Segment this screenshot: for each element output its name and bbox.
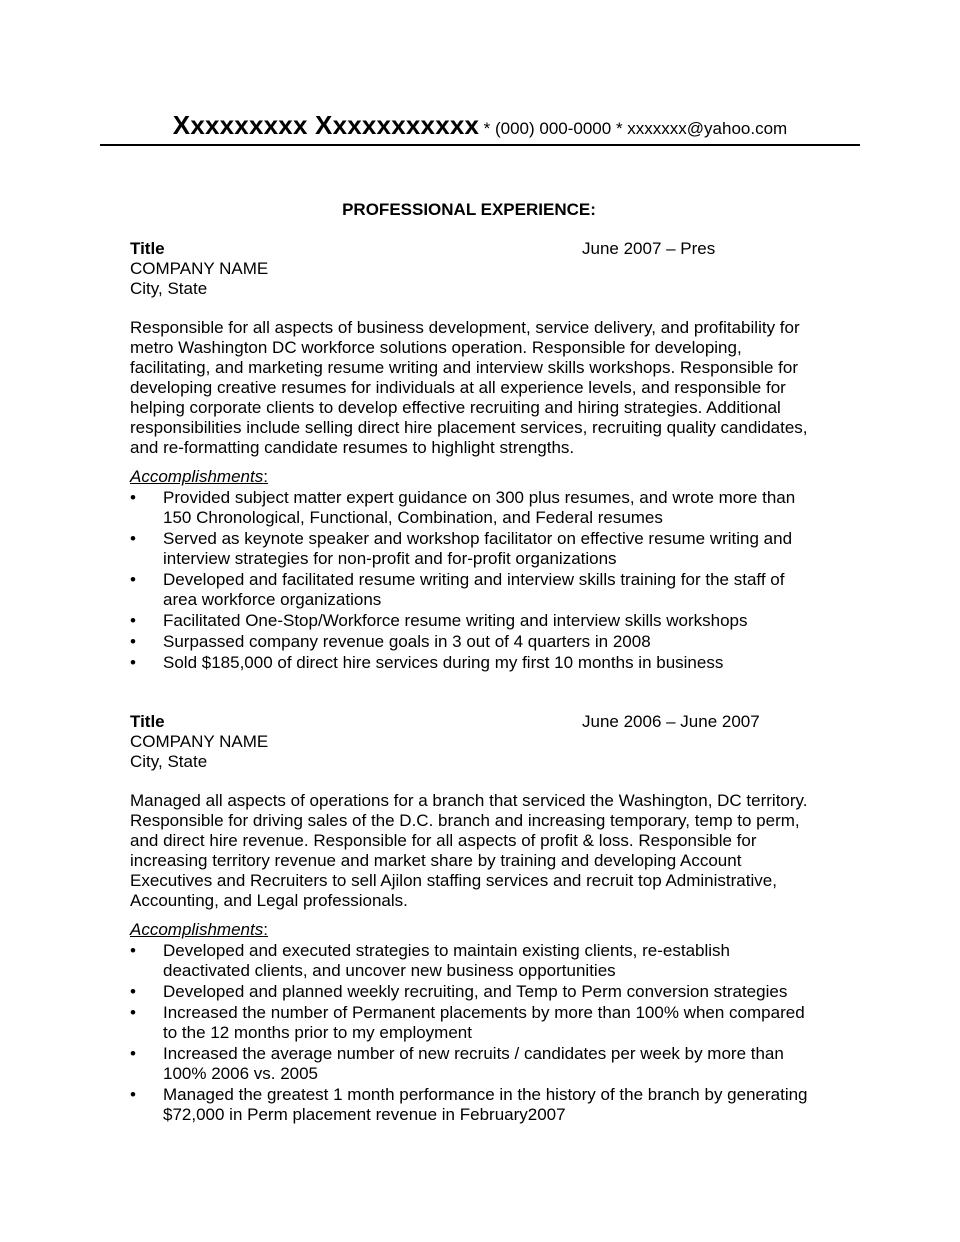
company-name: COMPANY NAME [130,732,269,751]
list-item: • Surpassed company revenue goals in 3 out of 4 quarters in 2008 [130,632,651,651]
job-dates: June 2007 – Pres [582,239,716,258]
bullet-icon: • [130,1003,136,1022]
bullet-icon: • [130,570,136,589]
bullet-icon: • [130,1044,136,1063]
candidate-name: Xxxxxxxxx Xxxxxxxxxxx [172,110,480,140]
list-item: • Developed and executed strategies to maintain existing clients, re-establish deactivated clients, and uncover new business opportunities [130,941,730,980]
job-title: Title [130,712,165,731]
job-location: City, State [130,752,208,771]
bullet-icon: • [130,632,136,651]
accomplishments-list [130,941,820,1125]
bullet-icon: • [130,941,136,960]
list-item: • Sold $185,000 of direct hire services during my first 10 months in business [130,653,724,672]
bullet-icon: • [130,653,136,672]
accomplishments-label: Accomplishments: [130,920,268,939]
job-entry [130,712,820,1125]
list-item: • Provided subject matter expert guidance on 300 plus resumes, and wrote more than 150 Chronological, Functional, Combination, and Federal resumes [130,488,796,527]
bullet-icon: • [130,611,136,630]
job-description: Responsible for all aspects of business development, service delivery, and profitability for metro Washington DC workforce solutions operation. Responsible for developing, facilitating, and marketing resume writing and interview skills workshops. Responsible for developing creative resumes for individuals at all experience levels, and responsible for helping corporate clients to develop effective recruiting and hiring strategies. Additional responsibilities include selling direct hire placement services, recruiting quality candidates, and re-formatting candidate resumes to highlight strengths. [130,318,808,457]
bullet-icon: • [130,529,136,548]
job-title: Title [130,239,165,258]
section-title: PROFESSIONAL EXPERIENCE: [342,200,596,219]
list-item: • Developed and planned weekly recruiting, and Temp to Perm conversion strategies [130,982,788,1001]
contact-info: * (000) 000-0000 * xxxxxxx@yahoo.com [483,119,788,138]
list-item: • Increased the number of Permanent placements by more than 100% when compared to the 12 months prior to my employment [130,1003,805,1042]
job-title-row [130,712,820,732]
list-item: • Served as keynote speaker and workshop facilitator on effective resume writing and interview strategies for non-profit and for-profit organizations [130,529,793,568]
list-item: • Managed the greatest 1 month performance in the history of the branch by generating $72,000 in Perm placement revenue in February2007 [130,1085,808,1124]
accomplishments-label: Accomplishments: [130,467,268,486]
job-dates: June 2006 – June 2007 [582,712,760,731]
job-location: City, State [130,279,208,298]
header-divider [100,144,860,146]
list-item: • Facilitated One-Stop/Workforce resume writing and interview skills workshops [130,611,748,630]
list-item: • Developed and facilitated resume writing and interview skills training for the staff of area workforce organizations [130,570,785,609]
job-entry [130,239,820,673]
bullet-icon: • [130,982,136,1001]
job-title-row [130,239,820,259]
company-name: COMPANY NAME [130,259,269,278]
bullet-icon: • [130,1085,136,1104]
list-item: • Increased the average number of new recruits / candidates per week by more than 100% 2006 vs. 2005 [130,1044,784,1083]
accomplishments-list [130,488,820,673]
resume-header [100,110,860,141]
job-description: Managed all aspects of operations for a branch that serviced the Washington, DC territory. Responsible for driving sales of the D.C. branch and increasing temporary, temp to perm, and direct hire revenue. Responsible for all aspects of profit & loss. Responsible for increasing territory revenue and market share by training and developing Account Executives and Recruiters to sell Ajilon staffing services and recruit top Administrative, Accounting, and Legal professionals. [130,791,808,910]
bullet-icon: • [130,488,136,507]
